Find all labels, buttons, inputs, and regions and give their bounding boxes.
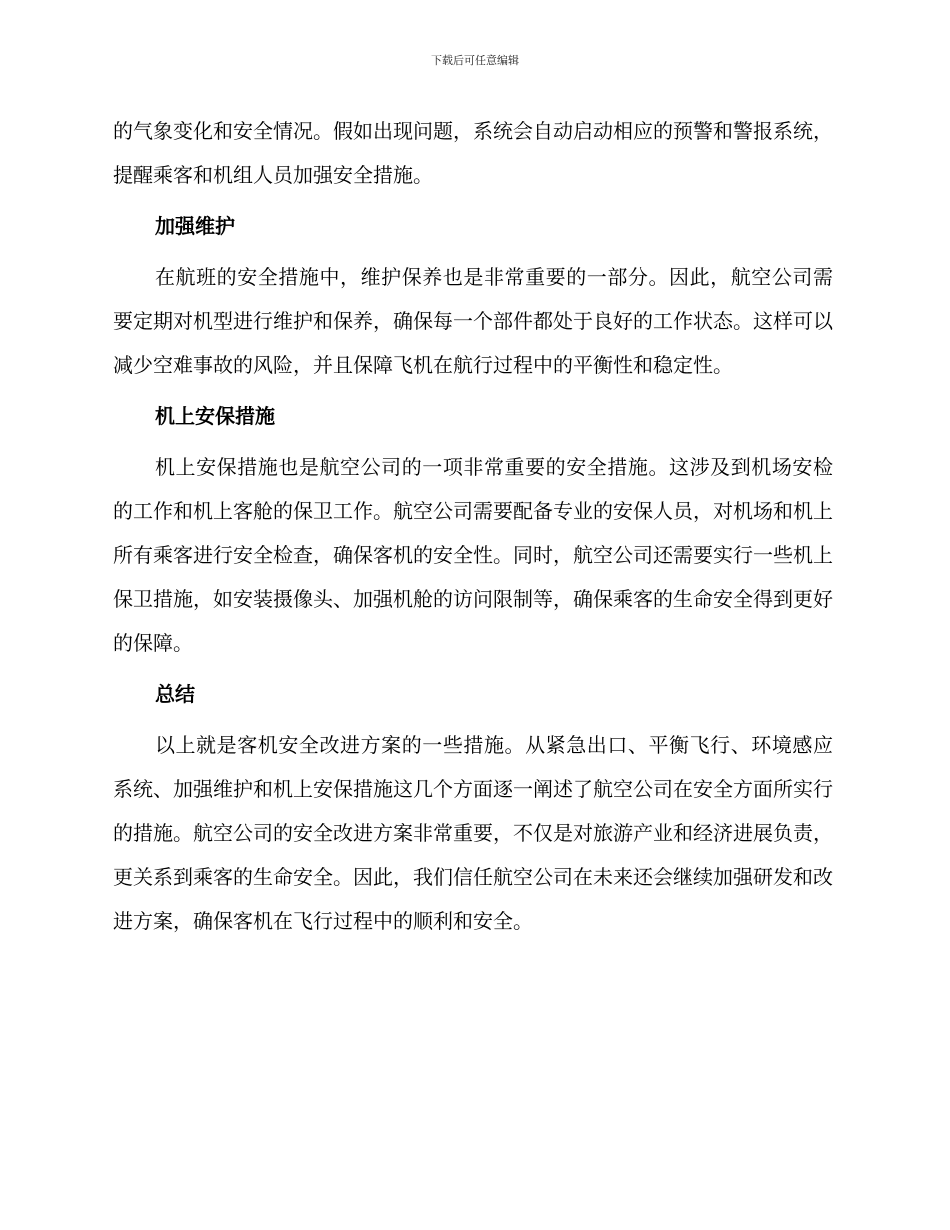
paragraph-maintenance: 在航班的安全措施中，维护保养也是非常重要的一部分。因此，航空公司需要定期对机型进行维护和保养，确保每一个部件都处于良好的工作状态。这样可以减少空难事故的风险，并且保障飞机在航行过程中的平衡性和稳定性。 bbox=[113, 265, 833, 377]
heading-maintenance: 加强维护 bbox=[155, 214, 235, 238]
paragraph-onboard-security: 机上安保措施也是航空公司的一项非常重要的安全措施。这涉及到机场安检的工作和机上客舱的保卫工作。航空公司需要配备专业的安保人员，对机场和机上所有乘客进行安全检查，确保客机的安全性。同时，航空公司还需要实行一些机上保卫措施，如安装摄像头、加强机舱的访问限制等，确保乘客的生命安全得到更好的保障。 bbox=[113, 455, 833, 655]
paragraph-summary: 以上就是客机安全改进方案的一些措施。从紧急出口、平衡飞行、环境感应系统、加强维护和机上安保措施这几个方面逐一阐述了航空公司在安全方面所实行的措施。航空公司的安全改进方案非常重要，不仅是对旅游产业和经济进展负责，更关系到乘客的生命安全。因此，我们信任航空公司在未来还会继续加强研发和改进方案，确保客机在飞行过程中的顺利和安全。 bbox=[113, 733, 833, 933]
page-header-note: 下载后可任意编辑 bbox=[431, 54, 519, 67]
document-body bbox=[113, 109, 833, 943]
heading-onboard-security: 机上安保措施 bbox=[155, 404, 275, 428]
heading-summary: 总结 bbox=[155, 682, 195, 706]
paragraph-intro-continued: 的气象变化和安全情况。假如出现问题，系统会自动启动相应的预警和警报系统，提醒乘客和机组人员加强安全措施。 bbox=[113, 119, 833, 187]
